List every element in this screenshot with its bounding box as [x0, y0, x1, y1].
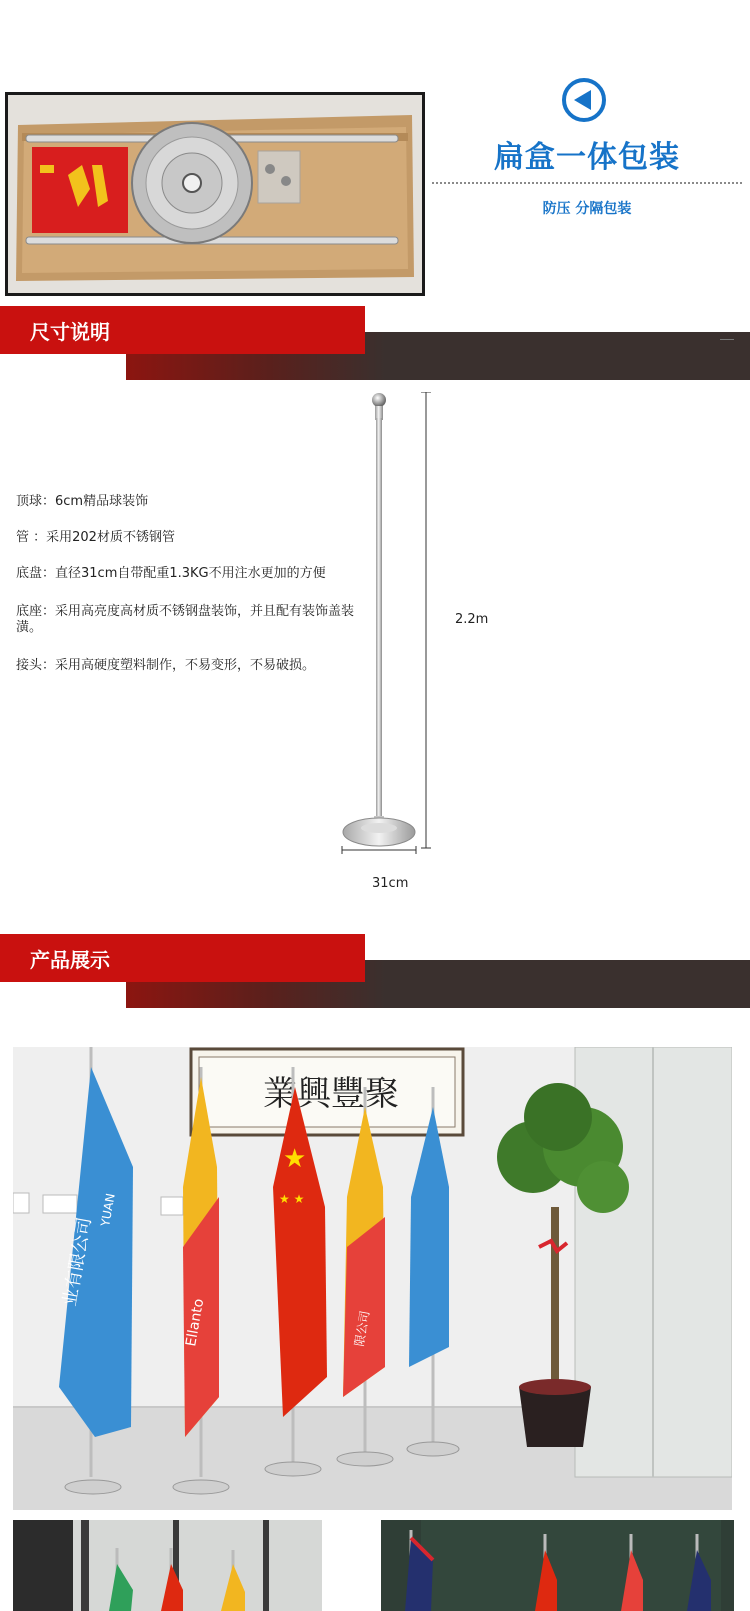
pole-dimension-drawing: [340, 392, 460, 897]
packaging-info: [432, 70, 742, 230]
packaging-title: 扁盒一体包装: [494, 140, 680, 175]
svg-text:限公司: 限公司: [352, 1309, 373, 1348]
packaging-subtitle: 防压 分隔包装: [542, 201, 632, 217]
spec-ball: 顶球：6cm精品球装饰: [16, 494, 149, 509]
packaging-photo: [5, 92, 425, 296]
product-photo-office: [13, 1047, 732, 1510]
svg-text:业有限公司: 业有限公司: [59, 1215, 96, 1308]
banner-tick: [720, 339, 734, 340]
product-photo-lobby: [13, 1520, 322, 1611]
spec-pipe: 管 ：采用202材质不锈钢管: [16, 530, 175, 545]
base-width-dimension-label: 31cm: [372, 876, 409, 891]
play-left-icon: [560, 76, 608, 124]
spec-joint: 接头：采用高硬度塑料制作，不易变形，不易破损。: [16, 658, 316, 673]
section-title-size: 尺寸说明: [30, 320, 110, 344]
size-section-banner: [0, 306, 750, 380]
svg-text:Ellanto: Ellanto: [183, 1297, 208, 1348]
display-section-banner: [0, 934, 750, 1008]
svg-text:★: ★: [283, 1144, 307, 1174]
spec-chassis: 底盘：直径31cm自带配重1.3KG不用注水更加的方便: [16, 566, 326, 581]
product-photo-meeting: [381, 1520, 734, 1611]
calligraphy-text: 業興豐聚: [263, 1074, 399, 1114]
svg-text:★ ★: ★ ★: [279, 1192, 305, 1206]
height-dimension-label: 2.2m: [455, 612, 489, 627]
spec-base: 底座：采用高亮度高材质不锈钢盘装饰，并且配有装饰盖装潢。: [16, 604, 355, 635]
section-title-display: 产品展示: [30, 948, 110, 972]
dotted-divider: [432, 182, 742, 184]
svg-text:YUAN: YUAN: [98, 1192, 118, 1228]
